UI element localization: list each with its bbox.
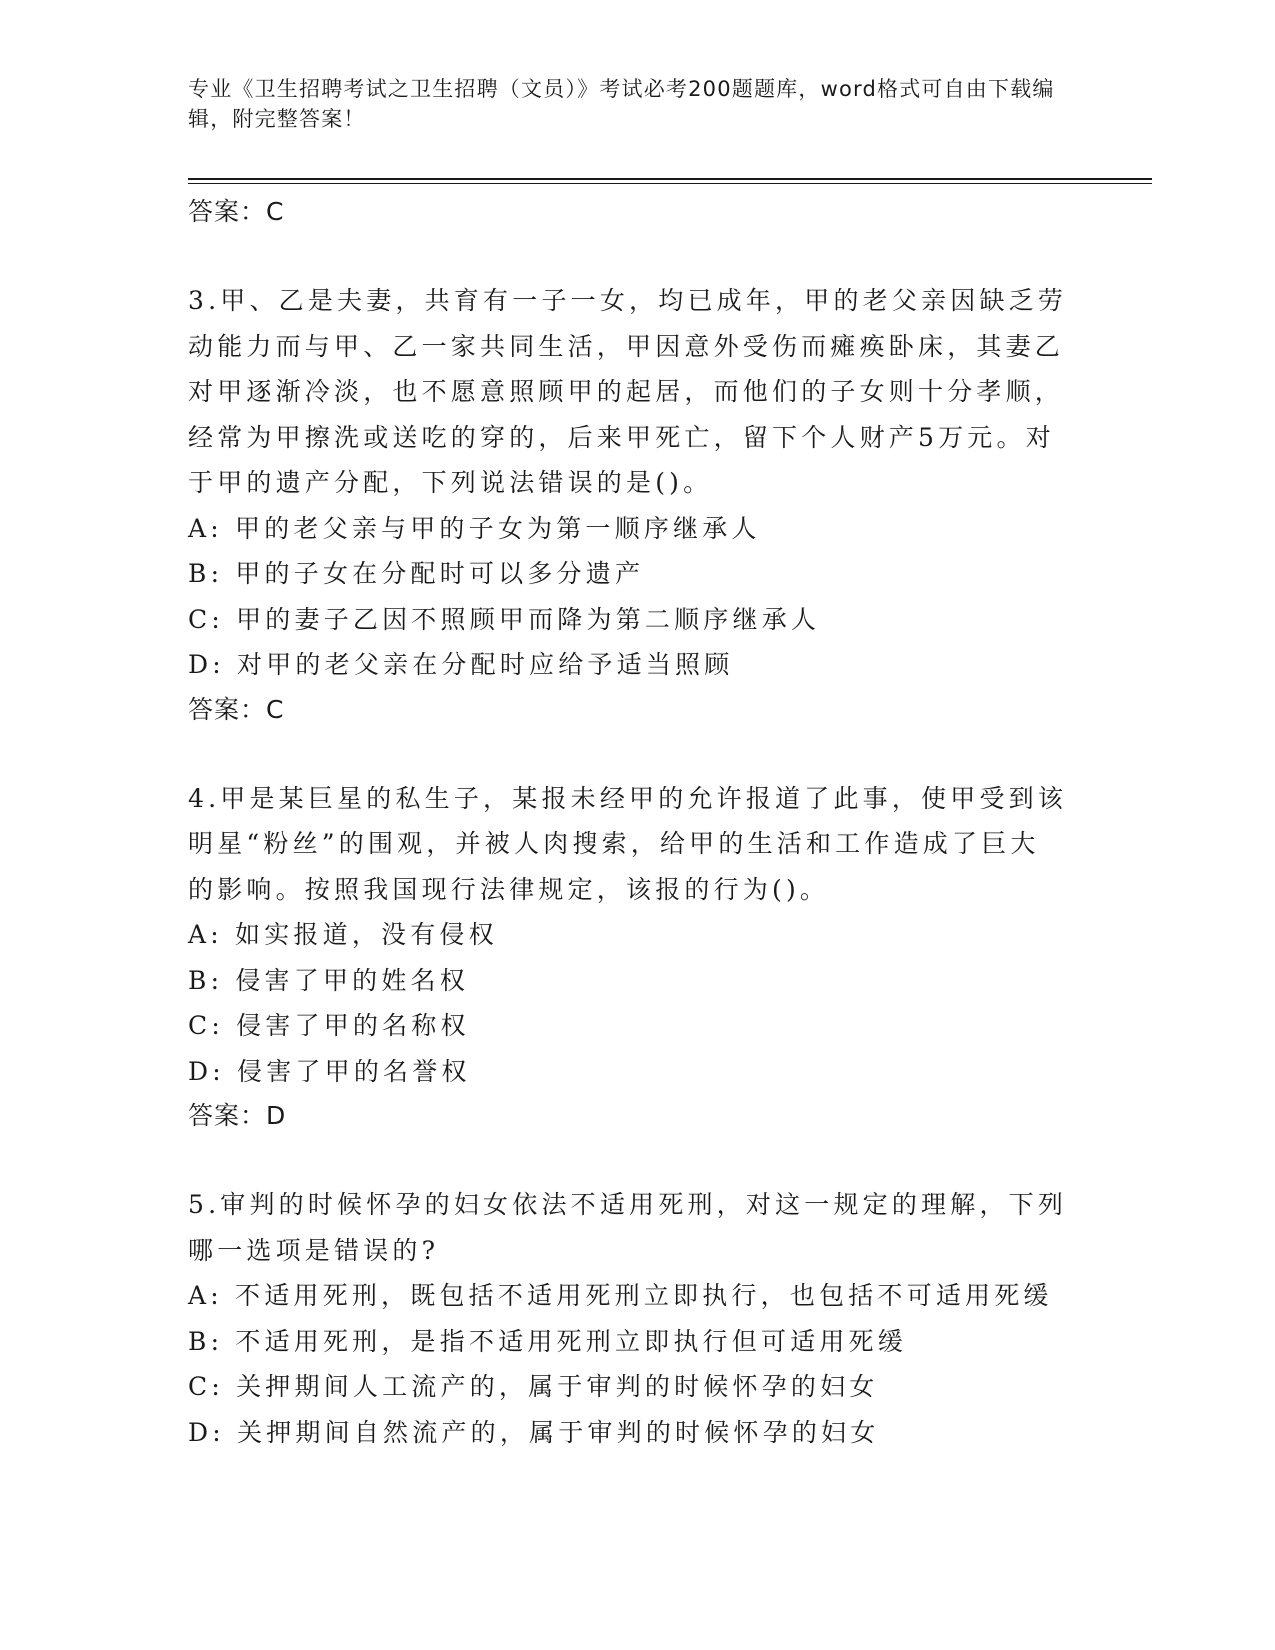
question-4 xyxy=(188,776,1068,1139)
option-a: A: 不适用死刑，既包括不适用死刑立即执行，也包括不可适用死缓 xyxy=(188,1281,1053,1310)
option-d: D: 侵害了甲的名誉权 xyxy=(188,1056,471,1086)
header-divider-thick xyxy=(188,178,1152,180)
answer-line: 答案：D xyxy=(188,1101,287,1130)
option-c: C: 侵害了甲的名称权 xyxy=(188,1011,470,1040)
question-text: 3.甲、乙是夫妻，共育有一子一女，均已成年，甲的老父亲因缺乏劳动能力而与甲、乙一家共同生活，甲因意外受伤而瘫痪卧床，其妻乙对甲逐渐冷淡，也不愿意照顾甲的起居，而他们的子女则十分孝顺，经常为甲擦洗或送吃的穿的，后来甲死亡，留下个人财产5万元。对于甲的遗产分配，下列说法错误的是()。 xyxy=(188,286,1068,497)
option-b: B: 侵害了甲的姓名权 xyxy=(188,965,469,995)
header-divider-thin xyxy=(188,183,1152,184)
previous-answer: 答案：C xyxy=(188,197,285,226)
option-d: D: 对甲的老父亲在分配时应给予适当照顾 xyxy=(188,650,734,679)
option-a: A: 如实报道，没有侵权 xyxy=(188,920,498,949)
document-body xyxy=(188,190,1068,1455)
option-b: B: 不适用死刑，是指不适用死刑立即执行但可适用死缓 xyxy=(188,1326,907,1356)
option-c: C: 关押期间人工流产的，属于审判的时候怀孕的妇女 xyxy=(188,1372,879,1401)
answer-line: 答案：C xyxy=(188,694,285,724)
page-header: 专业《卫生招聘考试之卫生招聘（文员）》考试必考200题题库，word格式可自由下载编辑，附完整答案！ xyxy=(188,77,1055,131)
option-c: C: 甲的妻子乙因不照顾甲而降为第二顺序继承人 xyxy=(188,604,821,634)
question-3 xyxy=(188,278,1068,732)
option-b: B: 甲的子女在分配时可以多分遗产 xyxy=(188,559,645,588)
option-d: D: 关押期间自然流产的，属于审判的时候怀孕的妇女 xyxy=(188,1417,880,1447)
question-text: 4.甲是某巨星的私生子，某报未经甲的允许报道了此事，使甲受到该明星“粉丝”的围观，并被人肉搜索，给甲的生活和工作造成了巨大的影响。按照我国现行法律规定，该报的行为()。 xyxy=(188,783,1068,904)
option-a: A: 甲的老父亲与甲的子女为第一顺序继承人 xyxy=(188,513,761,543)
question-text: 5.审判的时候怀孕的妇女依法不适用死刑，对这一规定的理解，下列哪一选项是错误的? xyxy=(188,1190,1068,1265)
question-5 xyxy=(188,1182,1068,1455)
